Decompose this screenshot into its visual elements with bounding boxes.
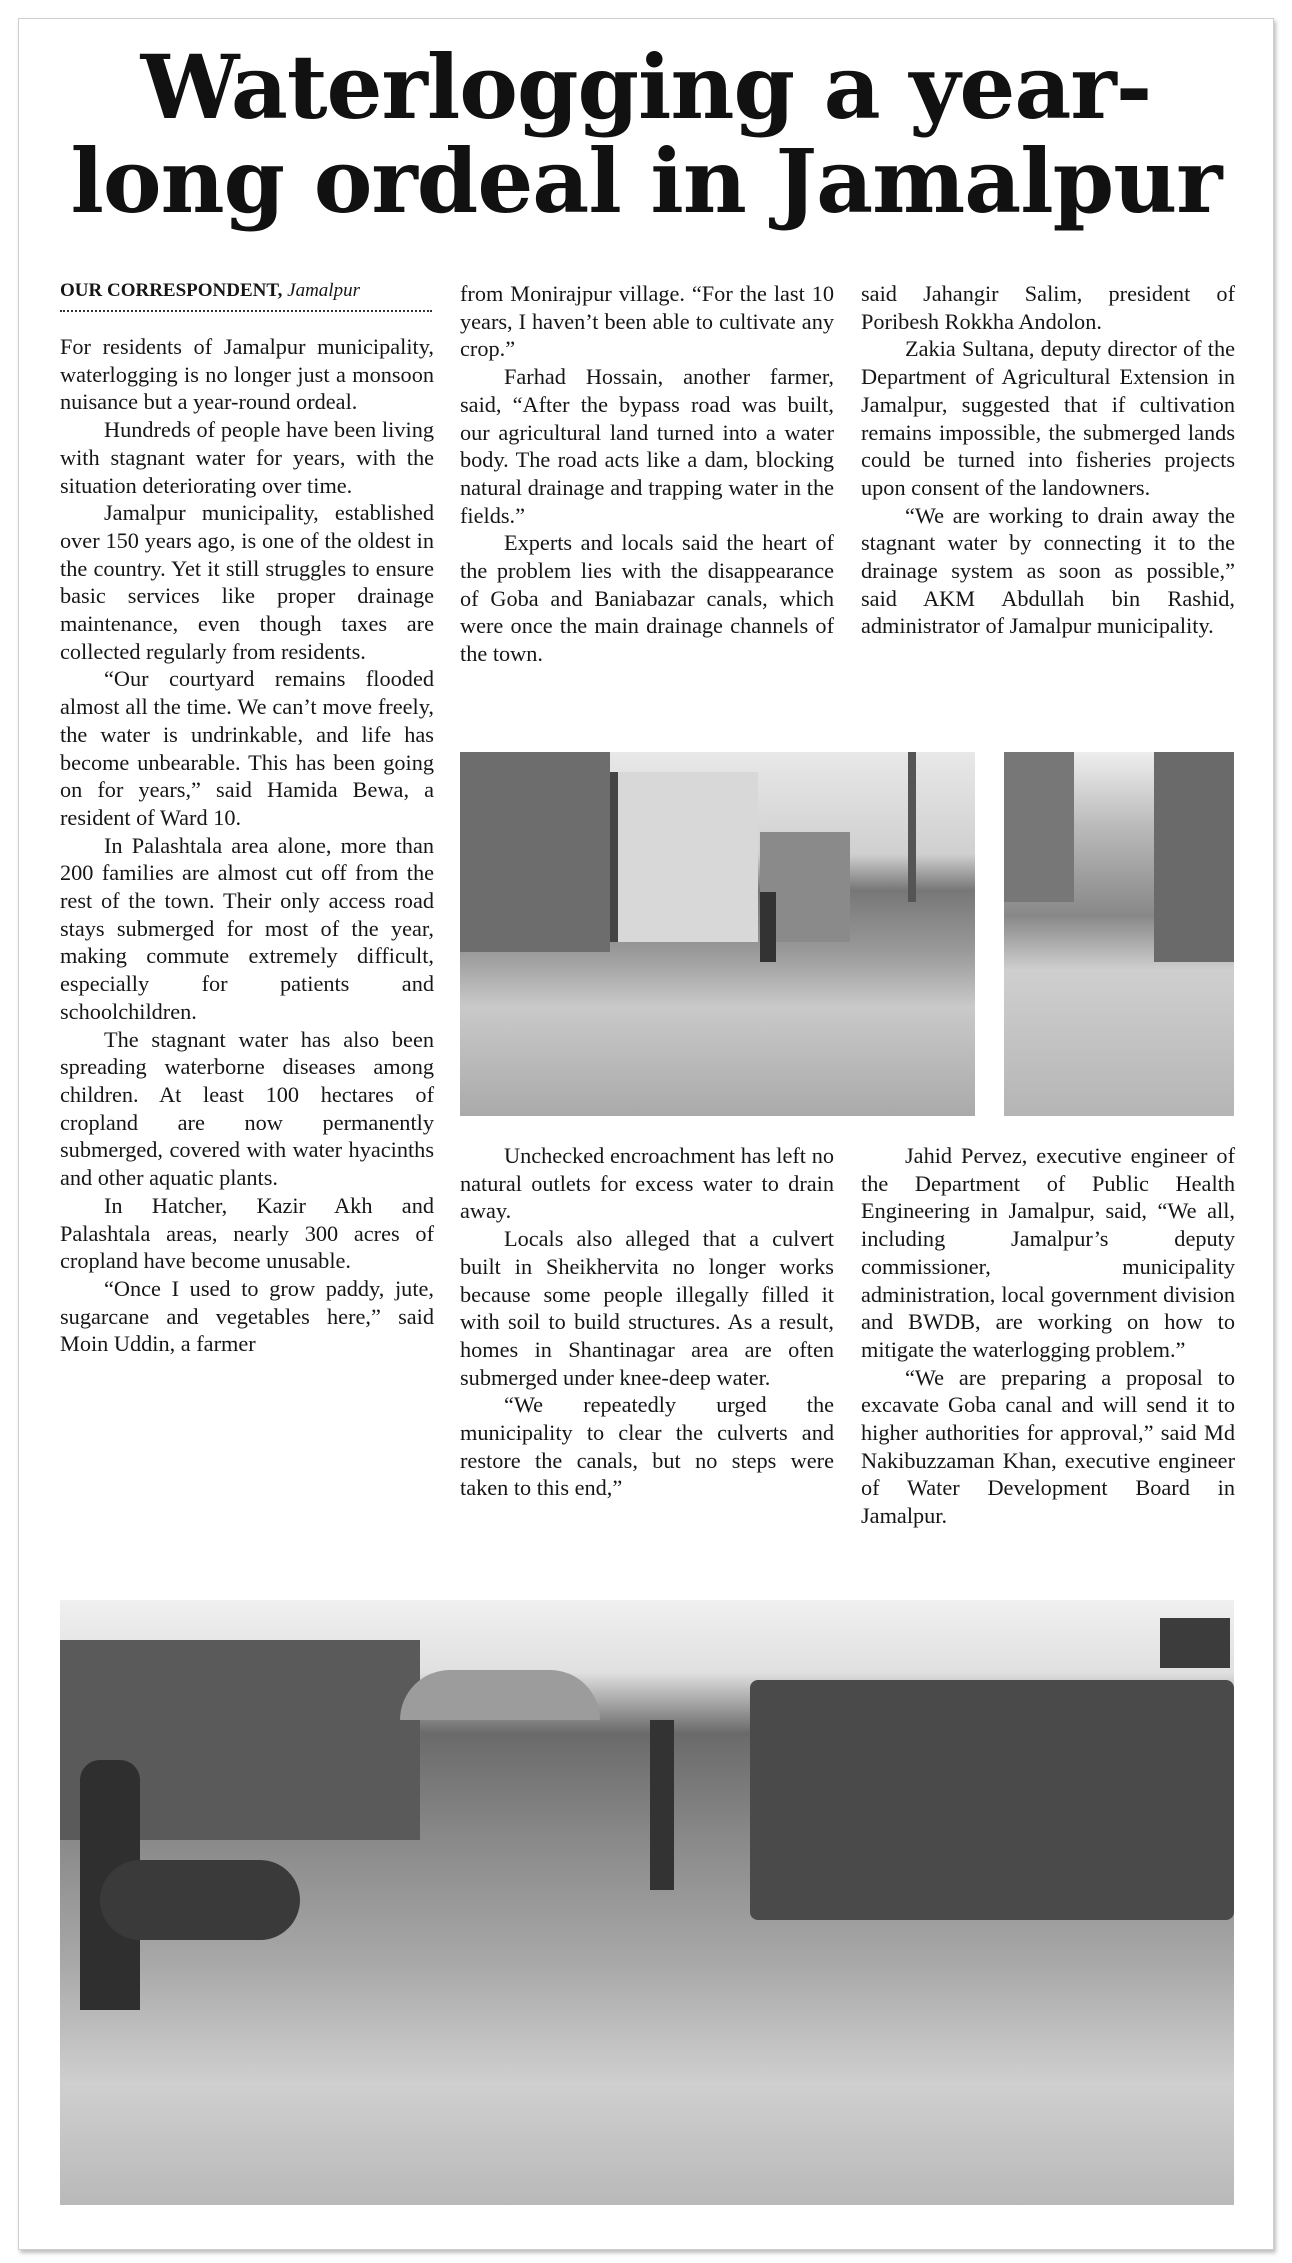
photo-house — [460, 752, 610, 952]
headline-line-2: long ordeal in Jamalpur — [70, 129, 1222, 233]
paragraph: said Jahangir Salim, president of Poribesh Rokkha Andolon. — [861, 281, 1235, 334]
column-3-bottom — [861, 1142, 1235, 1530]
paragraph: from Monirajpur village. “For the last 10 years, I haven’t been able to cultivate any crop.” — [460, 281, 834, 362]
paragraph: For residents of Jamalpur municipality, waterlogging is no longer just a monsoon nuisance but a year-round ordeal. — [60, 334, 434, 415]
photo-person — [760, 892, 776, 962]
paragraph: “We are preparing a proposal to excavate Goba canal and will send it to higher authorities for approval,” said Md Nakibuzzaman Khan, executive engineer of Water Development Board in Jamalpur. — [861, 1364, 1235, 1529]
photo-motorcycle — [100, 1860, 300, 1940]
paragraph: In Palashtala area alone, more than 200 families are almost cut off from the rest of the town. Their only access road stays submerged for most of the year, making commute extremely difficult, especially for patients and schoolchildren. — [60, 832, 434, 1024]
paragraph: “We are working to drain away the stagnant water by connecting it to the drainage system as soon as possible,” said AKM Abdullah bin Rashid, administrator of Jamalpur municipality. — [861, 502, 1235, 639]
paragraph: “Once I used to grow paddy, jute, sugarcane and vegetables here,” said Moin Uddin, a farmer — [60, 1275, 434, 1357]
paragraph: The stagnant water has also been spreading waterborne diseases among children. At least 100 hectares of cropland are now permanently submerged, covered with water hyacinths and other aquatic plants. — [60, 1026, 434, 1191]
photo-flooded-street — [460, 752, 975, 1116]
photo-wall — [1154, 752, 1234, 962]
column-2-top — [460, 280, 834, 668]
paragraph: Locals also alleged that a culvert built in Sheikhervita no longer works because some people illegally filled it with soil to build structures. As a result, homes in Shantinagar area are often submerged under knee-deep water. — [460, 1226, 834, 1390]
paragraph: Unchecked encroachment has left no natural outlets for excess water to drain away. — [460, 1143, 834, 1224]
photo-flooded-alley — [1004, 752, 1234, 1116]
photo-auto-rickshaws — [750, 1680, 1234, 1920]
headline-line-1: Waterlogging a year- — [140, 35, 1152, 139]
paragraph: Zakia Sultana, deputy director of the Department of Agricultural Extension in Jamalpur, suggested that if cultivation remains impossible, the submerged lands could be turned into fisheries projects upon consent of the landowners. — [861, 336, 1235, 500]
photo-umbrella — [400, 1670, 600, 1720]
paragraph: Experts and locals said the heart of the problem lies with the disappearance of Goba and Baniabazar canals, which were once the main drainage channels of the town. — [460, 530, 834, 667]
column-3-top — [861, 280, 1235, 640]
photo-wall — [1004, 752, 1074, 902]
photo-pole — [908, 752, 916, 902]
paragraph: Farhad Hossain, another farmer, said, “After the bypass road was built, our agricultural land turned into a water body. The road acts like a dam, blocking natural drainage and trapping water in the fields.” — [460, 364, 834, 528]
byline-author: OUR CORRESPONDENT, — [60, 280, 283, 301]
column-2-bottom — [460, 1142, 834, 1502]
paragraph: Jamalpur municipality, established over 150 years ago, is one of the oldest in the country. Yet it still struggles to ensure basic services like proper drainage maintenance, even though taxes are collected regularly from residents. — [60, 500, 434, 664]
paragraph: “Our courtyard remains flooded almost all the time. We can’t move freely, the water is undrinkable, and life has become unbearable. This has been going on for years,” said Hamida Bewa, a resident of Ward 10. — [60, 666, 434, 830]
paragraph: Jahid Pervez, executive engineer of the Department of Public Health Engineering in Jamalpur, said, “We all, including Jamalpur’s deputy commissioner, municipality administration, local government division and BWDB, are working on how to mitigate the waterlogging problem.” — [861, 1143, 1235, 1362]
paragraph: “We repeatedly urged the municipality to clear the culverts and restore the canals, but no steps were taken to this end,” — [460, 1392, 834, 1501]
paragraph: Hundreds of people have been living with stagnant water for years, with the situation deteriorating over time. — [60, 417, 434, 498]
headline — [40, 35, 1252, 233]
photo-flooded-market-road — [60, 1600, 1234, 2205]
photo-person — [650, 1720, 674, 1890]
byline — [60, 280, 432, 312]
paragraph: In Hatcher, Kazir Akh and Palashtala areas, nearly 300 acres of cropland have become unusable. — [60, 1192, 434, 1274]
byline-location: Jamalpur — [287, 280, 360, 301]
column-1 — [60, 333, 434, 1358]
photo-house — [610, 772, 758, 942]
photo-signboard — [1160, 1618, 1230, 1668]
